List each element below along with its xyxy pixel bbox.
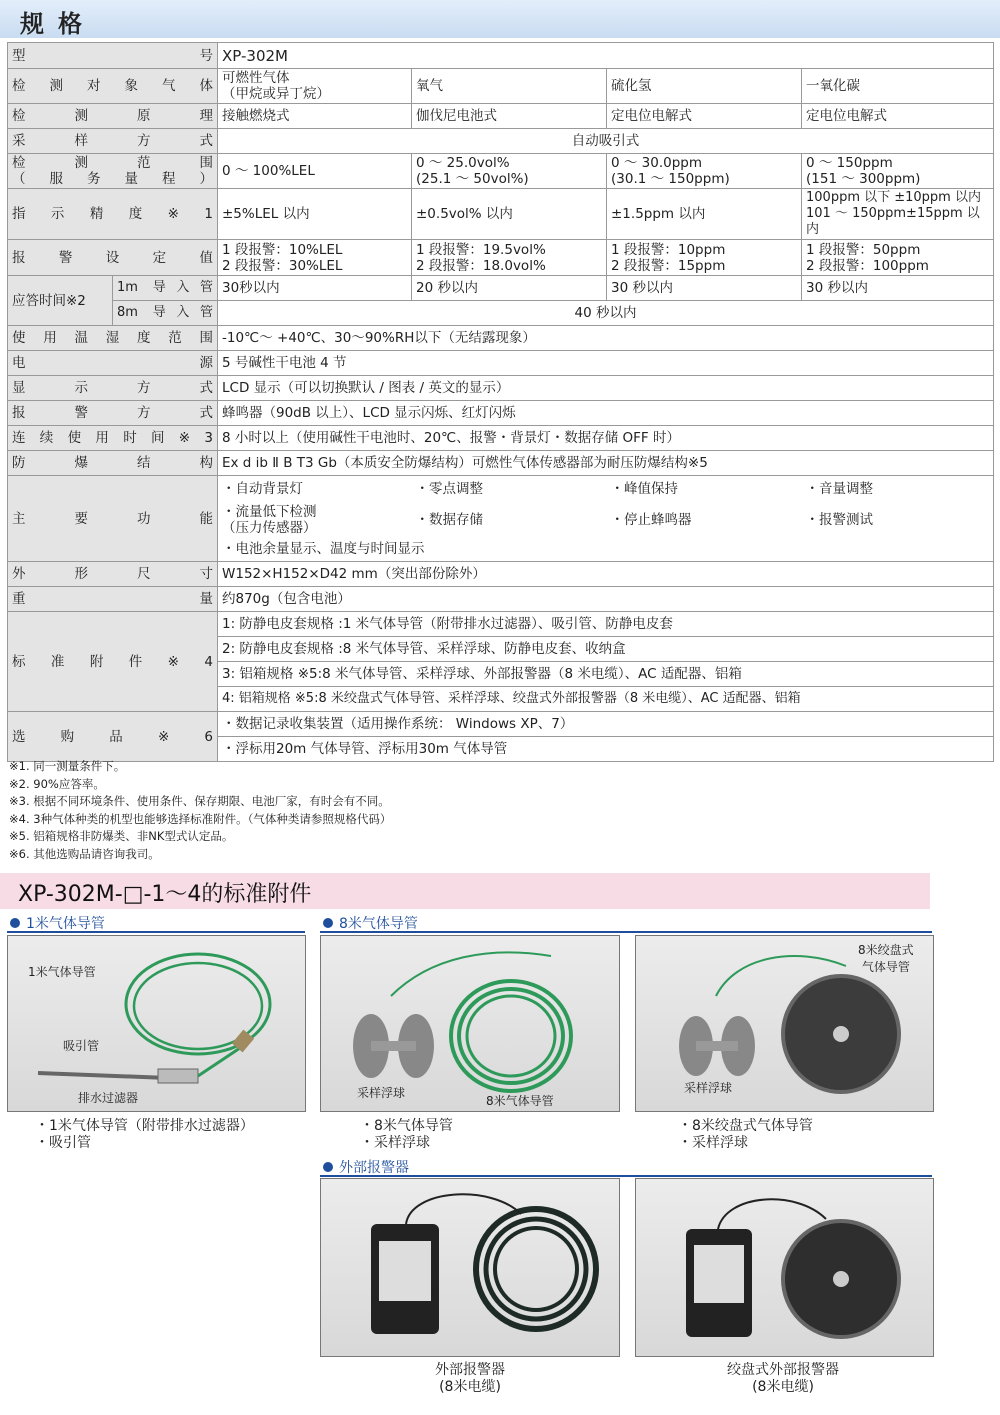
footnote: ※4. 3种气体种类的机型也能够选择标准附件。（气体种类请参照规格代码） [9, 811, 392, 826]
option-item: ・数据记录收集装置（适用操作系统： Windows XP、7） [218, 712, 994, 737]
label-alarm-method: 报警方式 [8, 401, 218, 426]
value-temp: -10℃～ +40℃、30～90%RH以下（无结露现象） [218, 326, 994, 351]
alarm-col: 1 段报警：10%LEL 2 段报警：30%LEL [218, 240, 412, 276]
value-sampling: 自动吸引式 [218, 129, 994, 154]
label-response-8m: 8m 导入管 [113, 301, 218, 326]
principle-col: 伽伐尼电池式 [412, 104, 607, 129]
label-display: 显示方式 [8, 376, 218, 401]
alarm-illustration [321, 1179, 619, 1356]
function-item: ・停止蜂鸣器 [610, 511, 692, 528]
subsection-label: 1米气体导管 [26, 916, 105, 932]
accessories-title: XP-302M-□-1～4的标准附件 [18, 882, 312, 907]
gas-col: 氧气 [412, 69, 607, 104]
response-col: 30 秒以内 [802, 276, 994, 301]
alarm-col: 1 段报警：50ppm 2 段报警：100ppm [802, 240, 994, 276]
bullet-icon [323, 918, 333, 928]
value-response-8m: 40 秒以内 [218, 301, 994, 326]
accuracy-col: 100ppm 以下 ±10ppm 以内 101 ～ 150ppm±15ppm 以内 [802, 189, 994, 240]
label-options: 选购品※6 [8, 712, 218, 762]
accessory-item: 4: 铝箱规格 ※5:8 米绞盘式气体导管、采样浮球、绞盘式外部报警器（8 米电缆）、AC 适配器、铝箱 [218, 687, 994, 712]
caption-photo-1: ・1米气体导管（附带排水过滤器） ・吸引管 [35, 1118, 254, 1151]
gas-col: 可燃性气体 （甲烷或异丁烷） [218, 69, 412, 104]
accessory-item: 2: 防静电皮套规格 :8 米气体导管、采样浮球、防静电皮套、收纳盒 [218, 637, 994, 662]
value-model: XP-302M [218, 43, 994, 69]
value-power: 5 号碱性干电池 4 节 [218, 351, 994, 376]
photo-external-alarm [320, 1178, 620, 1357]
row-model [8, 43, 994, 69]
label-8m-tube: 8米气体导管 [486, 1094, 554, 1108]
principle-col: 定电位电解式 [802, 104, 994, 129]
footnote: ※5. 铝箱规格非防爆类、非NK型式认定品。 [9, 829, 234, 843]
row-display [8, 376, 994, 401]
label-gas: 检测对象气体 [8, 69, 218, 104]
label-suction-pipe: 吸引管 [63, 1039, 100, 1053]
label-range: 检测范围 （服务量程） [8, 154, 218, 189]
label-1m-tube: 1米气体导管 [28, 965, 96, 979]
row-accuracy [8, 189, 994, 240]
caption-photo-3: ・8米绞盘式气体导管 ・采样浮球 [678, 1118, 813, 1151]
row-functions-1 [8, 476, 994, 502]
label-model: 型号 [8, 43, 218, 69]
row-temp [8, 326, 994, 351]
function-item: ・报警测试 [802, 502, 994, 538]
row-response-8m [8, 301, 994, 326]
response-col: 30 秒以内 [607, 276, 802, 301]
label-temp: 使用温湿度范围 [8, 326, 218, 351]
label-sampling-float: 采样浮球 [684, 1081, 733, 1095]
bullet-icon [10, 918, 20, 928]
row-response-1m [8, 276, 994, 301]
alarm-col: 1 段报警：10ppm 2 段报警：15ppm [607, 240, 802, 276]
value-weight: 约870g（包含电池） [218, 587, 994, 612]
function-item: ・自动背景灯 [218, 476, 412, 502]
function-item: ・音量调整 [802, 476, 994, 502]
range-col: 0 ～ 30.0ppm (30.1 ～ 150ppm) [607, 154, 802, 189]
accuracy-col: ±5%LEL 以内 [218, 189, 412, 240]
function-item: ・流量低下检测 （压力传感器） [218, 502, 412, 538]
value-alarm-method: 蜂鸣器（90dB 以上）、LCD 显示闪烁、红灯闪烁 [218, 401, 994, 426]
spec-table [7, 42, 994, 762]
subsection-1m-tube [7, 913, 305, 933]
accessories-band [0, 873, 930, 909]
accessory-item: 1: 防静电皮套规格 :1 米气体导管（附带排水过滤器）、吸引管、防静电皮套 [218, 612, 994, 637]
label-response: 应答时间※2 [8, 276, 113, 326]
row-sampling [8, 129, 994, 154]
label-drain-filter: 排水过滤器 [78, 1091, 139, 1105]
photo-1m-tube [7, 935, 306, 1112]
label-sampling-float: 采样浮球 [357, 1086, 406, 1100]
caption-photo-2: ・8米气体导管 ・采样浮球 [360, 1118, 453, 1151]
label-explosion: 防爆结构 [8, 451, 218, 476]
photo-reel-alarm [635, 1178, 934, 1357]
principle-col: 定电位电解式 [607, 104, 802, 129]
bullet-icon [323, 1162, 333, 1172]
footnote: ※6. 其他选购品请咨询我司。 [9, 846, 160, 861]
label-functions: 主要功能 [8, 476, 218, 562]
reel-alarm-illustration [636, 1179, 933, 1356]
subsection-external-alarm [320, 1157, 932, 1177]
alarm-col: 1 段报警：19.5vol% 2 段报警：18.0vol% [412, 240, 607, 276]
row-options-1 [8, 712, 994, 737]
accuracy-col: ±0.5vol% 以内 [412, 189, 607, 240]
response-col: 30秒以内 [218, 276, 412, 301]
row-principle [8, 104, 994, 129]
row-continuous [8, 426, 994, 451]
label-reel-tube: 8米绞盘式 气体导管 [858, 943, 914, 974]
footnote: ※3. 根据不同环境条件、使用条件、保存期限、电池厂家，有时会有不同。 [9, 794, 390, 808]
label-continuous: 连续使用时间※3 [8, 426, 218, 451]
accessory-item: 3: 铝箱规格 ※5:8 米气体导管、采样浮球、外部报警器（8 米电缆）、AC 适配器、铝箱 [218, 662, 994, 687]
gas-col: 一氧化碳 [802, 69, 994, 104]
label-size: 外形尺寸 [8, 562, 218, 587]
label-power: 电源 [8, 351, 218, 376]
function-item: ・数据存储 [415, 511, 483, 528]
row-size [8, 562, 994, 587]
subsection-label: 8米气体导管 [339, 916, 418, 932]
value-size: W152×H152×D42 mm（突出部份除外） [218, 562, 994, 587]
function-item: ・电池余量显示、温度与时间显示 [218, 538, 994, 562]
row-gas [8, 69, 994, 104]
row-explosion [8, 451, 994, 476]
principle-col: 接触燃烧式 [218, 104, 412, 129]
footnote: ※1. 同一测量条件下。 [9, 759, 126, 773]
subsection-8m-tube [320, 913, 932, 933]
value-display: LCD 显示（可以切换默认 / 图表 / 英文的显示） [218, 376, 994, 401]
row-range [8, 154, 994, 189]
accuracy-col: ±1.5ppm 以内 [607, 189, 802, 240]
row-weight [8, 587, 994, 612]
row-power [8, 351, 994, 376]
row-accessories-1 [8, 612, 994, 637]
function-item: ・零点调整 [412, 476, 607, 502]
option-item: ・浮标用20m 气体导管、浮标用30m 气体导管 [218, 737, 994, 762]
footnote: ※2. 90%应答率。 [9, 776, 105, 791]
response-col: 20 秒以内 [412, 276, 607, 301]
label-sampling: 采样方式 [8, 129, 218, 154]
label-weight: 重量 [8, 587, 218, 612]
footnotes [9, 758, 391, 863]
range-col: 0 ～ 100%LEL [218, 154, 412, 189]
photo-8m-tube [320, 935, 620, 1112]
value-explosion: Ex d ib Ⅱ B T3 Gb（本质安全防爆结构）可燃性气体传感器部为耐压防爆结构※5 [218, 451, 994, 476]
function-item: ・峰值保持 [607, 476, 802, 502]
caption-photo-4: 外部报警器 (8米电缆) [435, 1362, 505, 1395]
label-accessories: 标准附件※4 [8, 612, 218, 712]
label-response-1m: 1m 导入管 [113, 276, 218, 301]
spec-header [0, 0, 1000, 38]
range-col: 0 ～ 25.0vol% (25.1 ～ 50vol%) [412, 154, 607, 189]
spec-title: 规格 [20, 10, 96, 38]
label-accuracy: 指示精度※1 [8, 189, 218, 240]
label-principle: 检测原理 [8, 104, 218, 129]
caption-photo-5: 绞盘式外部报警器 (8米电缆) [727, 1362, 839, 1395]
value-continuous: 8 小时以上（使用碱性干电池时、20℃、报警・背景灯・数据存储 OFF 时） [218, 426, 994, 451]
range-col: 0 ～ 150ppm (151 ～ 300ppm) [802, 154, 994, 189]
label-alarm: 报警设定值 [8, 240, 218, 276]
gas-col: 硫化氢 [607, 69, 802, 104]
subsection-label: 外部报警器 [339, 1160, 409, 1176]
row-alarm [8, 240, 994, 276]
photo-reel-tube [635, 935, 934, 1112]
row-alarm-method [8, 401, 994, 426]
